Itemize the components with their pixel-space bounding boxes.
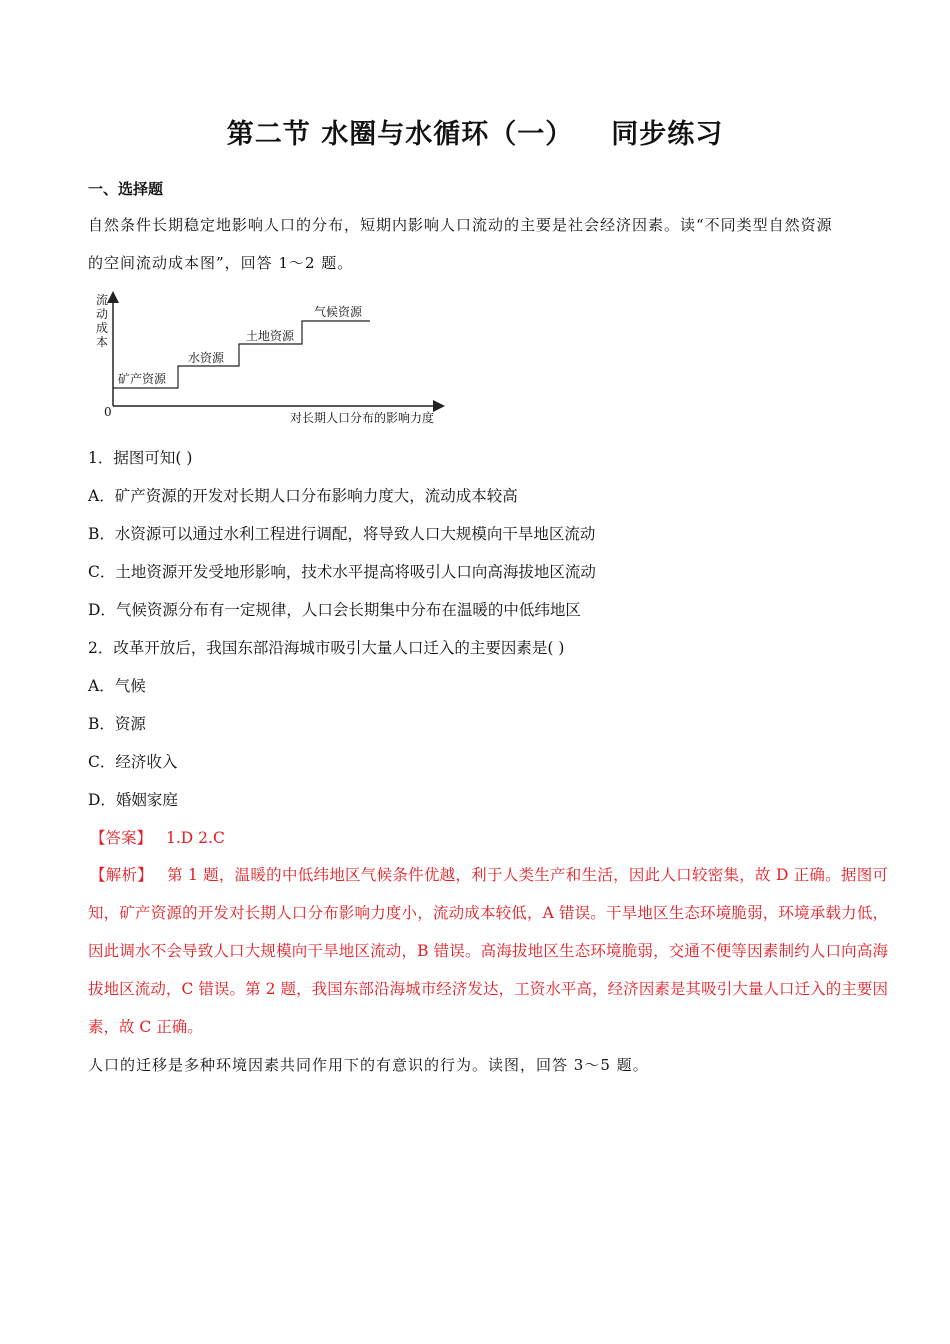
explanation-text: 第 1 题，温暖的中低纬地区气候条件优越，利于人类生产和生活，因此人口较密集，故 D 正确。据图可知，矿产资源的开发对长期人口分布影响力度小，流动成本较低，A 错误。干旱地区生态环境脆弱，环境承载力低，因此调水不会导致人口大规模向干旱地区流动，B 错误。高海拔地区生态环境脆弱，交通不便等因素制约人口向高海拔地区流动，C 错误。第 2 题，我国东部沿海城市经济发达，工资水平高，经济因素是其吸引大量人口迁入的主要因素，故 C 正确。 [88, 866, 888, 1036]
origin-label: 0 [104, 405, 112, 419]
step-label-water: 水资源 [188, 351, 225, 365]
explanation-paragraph [88, 856, 888, 1046]
page-title-main: 第二节 水圈与水循环（一） [226, 119, 574, 150]
section-heading: 一、选择题 [88, 180, 164, 198]
question-2-option-c: C．经济收入 [88, 753, 178, 771]
y-axis-label-char: 动 [96, 307, 109, 321]
y-axis-label-char: 流 [96, 293, 109, 307]
question-1-option-a: A．矿产资源的开发对长期人口分布影响力度大，流动成本较高 [88, 487, 518, 505]
question-1-option-d: D．气候资源分布有一定规律，人口会长期集中分布在温暖的中低纬地区 [88, 601, 581, 619]
resource-flow-cost-figure [92, 288, 452, 428]
answer-line [88, 826, 225, 848]
answer-text: 1.D 2.C [166, 829, 225, 847]
step-label-land: 土地资源 [246, 329, 295, 343]
step-label-mineral: 矿产资源 [118, 372, 167, 386]
question-1-stem: 1．据图可知( ) [88, 449, 193, 467]
y-axis-label-char: 本 [96, 335, 109, 349]
question-2-stem: 2．改革开放后，我国东部沿海城市吸引大量人口迁入的主要因素是( ) [88, 639, 565, 657]
question-2-option-a: A．气候 [88, 677, 146, 695]
question-2-option-d: D．婚姻家庭 [88, 791, 178, 809]
page-title [0, 112, 950, 151]
x-axis-label: 对长期人口分布的影响力度 [290, 411, 435, 425]
question-1-option-c: C．土地资源开发受地形影响，技术水平提高将吸引人口向高海拔地区流动 [88, 563, 596, 581]
closing-paragraph: 人口的迁移是多种环境因素共同作用下的有意识的行为。读图，回答 3～5 题。 [88, 1056, 649, 1074]
question-1-option-b: B．水资源可以通过水利工程进行调配，将导致人口大规模向干旱地区流动 [88, 525, 596, 543]
intro-line-1: 自然条件长期稳定地影响人口的分布，短期内影响人口流动的主要是社会经济因素。读“不同类型自然资源 [88, 216, 833, 234]
page-title-sub: 同步练习 [611, 119, 724, 150]
explanation-label: 【解析】 [90, 866, 154, 884]
answer-label: 【答案】 [90, 829, 153, 847]
question-2-option-b: B．资源 [88, 715, 146, 733]
intro-paragraph [88, 206, 878, 282]
step-label-climate: 气候资源 [314, 305, 363, 319]
y-axis-label-char: 成 [96, 321, 109, 335]
intro-line-2: 的空间流动成本图”，回答 1～2 题。 [88, 254, 354, 272]
